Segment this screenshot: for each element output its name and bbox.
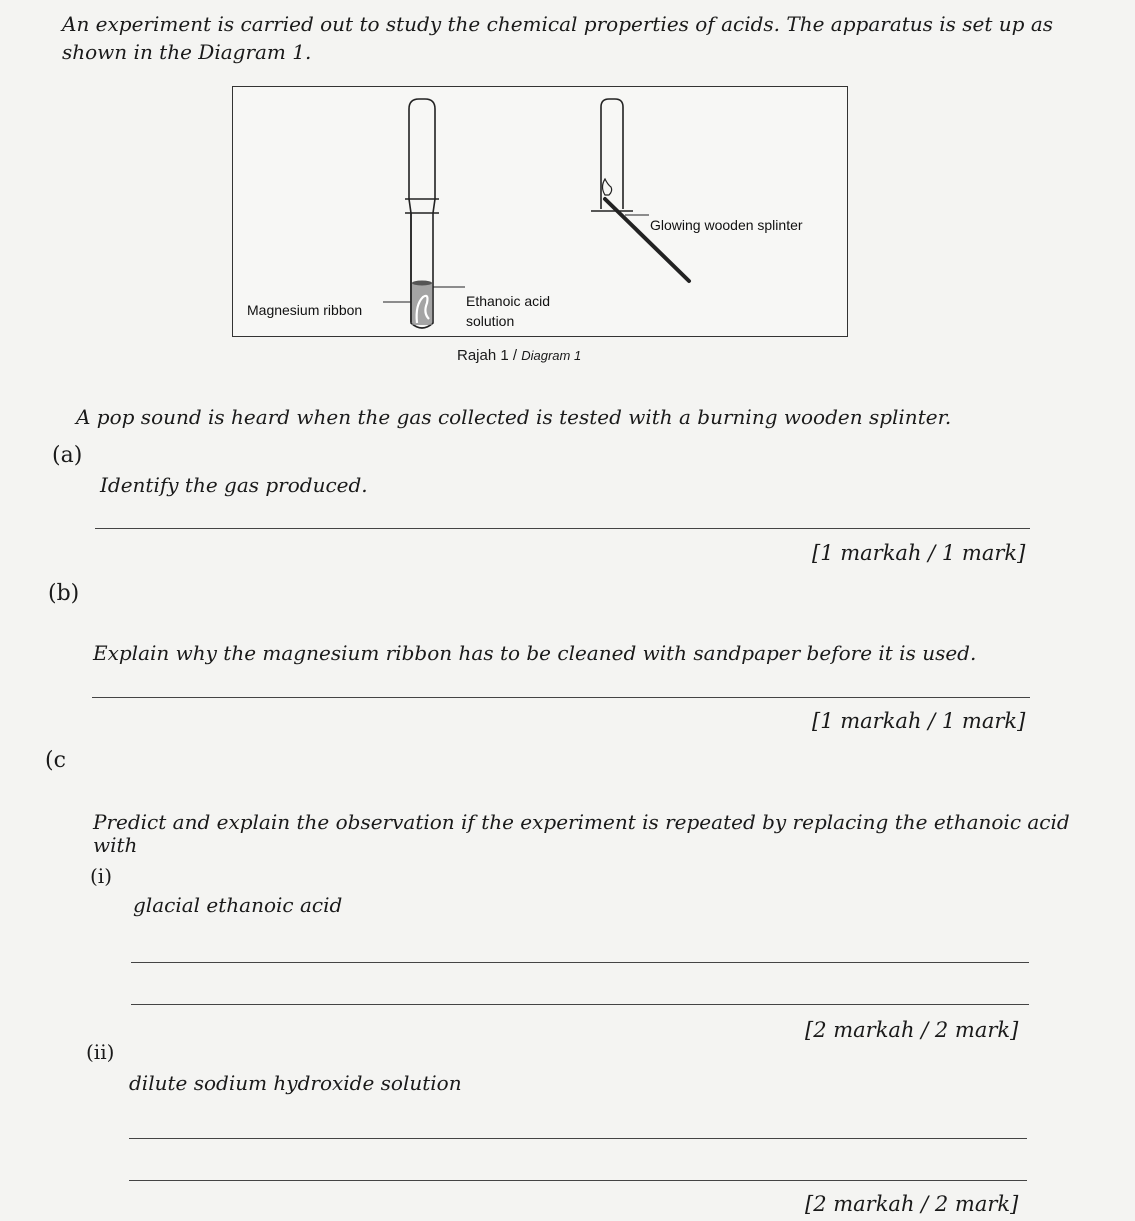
caption-main: Rajah 1 / bbox=[457, 347, 522, 364]
wooden-splinter bbox=[605, 199, 689, 281]
diagram-caption bbox=[457, 347, 581, 364]
intro-line-2: shown in the Diagram 1. bbox=[62, 40, 312, 64]
question-c-ii-mark: [2 markah / 2 mark] bbox=[805, 1192, 1019, 1216]
caption-italic: Diagram 1 bbox=[521, 348, 582, 363]
question-a-text: Identify the gas produced. bbox=[100, 473, 368, 497]
question-b-label: (b) bbox=[48, 581, 80, 606]
question-c-i-mark: [2 markah / 2 mark] bbox=[805, 1018, 1019, 1042]
question-a-label: (a) bbox=[52, 443, 83, 468]
answer-line-c-i-1[interactable] bbox=[131, 962, 1029, 963]
question-a-mark: [1 markah / 1 mark] bbox=[812, 541, 1026, 565]
question-c-text-2: with bbox=[93, 833, 138, 857]
answer-line-c-ii-1[interactable] bbox=[129, 1138, 1027, 1139]
gas-test-tube bbox=[591, 99, 633, 211]
question-b-text: Explain why the magnesium ribbon has to be cleaned with sandpaper before it is used. bbox=[93, 641, 977, 665]
question-c-text-1: Predict and explain the observation if the experiment is repeated by replacing the ethanoic acid bbox=[93, 810, 1070, 834]
intro-line-1: An experiment is carried out to study the chemical properties of acids. The apparatus is set up as bbox=[62, 12, 1054, 36]
pop-sound-sentence: A pop sound is heard when the gas collected is tested with a burning wooden splinter. bbox=[76, 405, 952, 429]
label-magnesium-ribbon: Magnesium ribbon bbox=[247, 302, 363, 318]
answer-line-b[interactable] bbox=[92, 697, 1030, 698]
answer-line-c-ii-2[interactable] bbox=[129, 1180, 1027, 1181]
answer-line-c-i-2[interactable] bbox=[131, 1004, 1029, 1005]
question-c-i-text: glacial ethanoic acid bbox=[133, 893, 343, 917]
question-b-mark: [1 markah / 1 mark] bbox=[812, 709, 1026, 733]
flame-icon bbox=[603, 179, 612, 195]
label-ethanoic-acid-1: Ethanoic acid bbox=[466, 293, 551, 309]
question-c-label: (c bbox=[45, 748, 66, 773]
collecting-test-tube bbox=[409, 99, 435, 199]
answer-line-a[interactable] bbox=[95, 528, 1030, 529]
question-c-i-label: (i) bbox=[90, 864, 113, 888]
apparatus-diagram bbox=[232, 86, 848, 337]
question-c-ii-label: (ii) bbox=[86, 1040, 115, 1064]
label-glowing-splinter: Glowing wooden splinter bbox=[650, 217, 803, 233]
label-ethanoic-acid-2: solution bbox=[466, 313, 515, 329]
question-c-ii-text: dilute sodium hydroxide solution bbox=[129, 1071, 462, 1095]
